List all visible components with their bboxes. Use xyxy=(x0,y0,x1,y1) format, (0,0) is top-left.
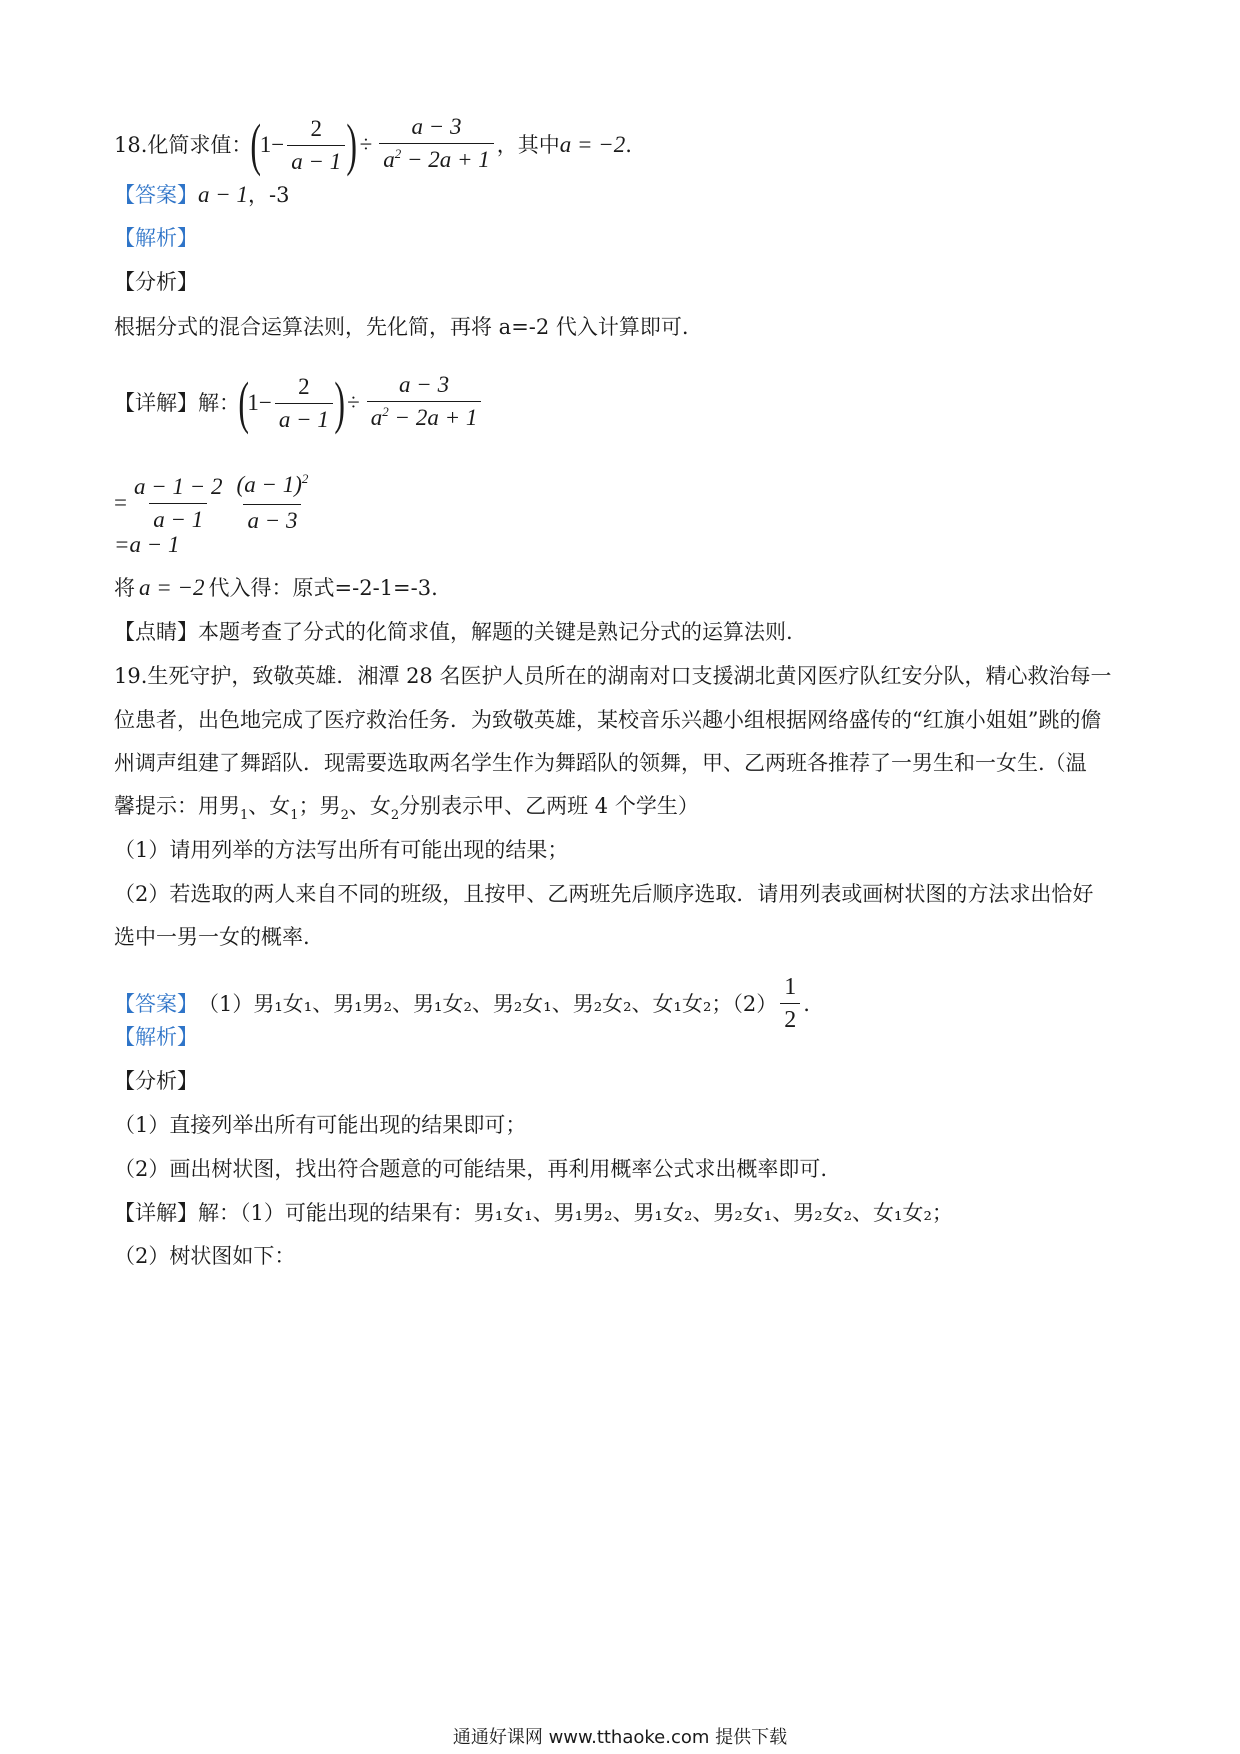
fenxi-19-l2: （2）画出树状图，找出符合题意的可能结果，再利用概率公式求出概率即可. xyxy=(114,1157,828,1181)
q18-condition-math: a = −2 xyxy=(559,132,626,157)
answer-tag: 【答案】 xyxy=(114,991,198,1016)
q19-line3: 州调声组建了舞蹈队．现需要选取两名学生作为舞蹈队的领舞，甲、乙两班各推荐了一男生和一女生.（温 xyxy=(114,751,1087,775)
q19-part2a: （2）若选取的两人来自不同的班级，且按甲、乙两班先后顺序选取．请用列表或画树状图的方法求出恰好 xyxy=(114,882,1094,906)
page-footer: 通通好课网 www.tthaoke.com 提供下载 xyxy=(452,1727,788,1748)
q18-statement: 18.化简求值： ( 1 − $\frac{2}{a - 1}$ ) ÷ $\frac{a - 3}{a^2 - 2a + 1}$ ，其中 a = −2 . xyxy=(114,112,632,177)
q19-line4: 馨提示：用男$_1$、女$_1$；男$_2$、女$_2$分别表示甲、乙两班 4 个学生） xyxy=(114,794,699,823)
xiangjie-18-step2: =a − 1 xyxy=(114,532,180,557)
fenxi-text-18: 根据分式的混合运算法则，先化简，再将 a=-2 代入计算即可. xyxy=(114,315,689,339)
xiangjie-18-substitute: 将 a = −2 代入得：原式=-2-1=-3. xyxy=(114,575,438,600)
fenxi-19-l1: （1）直接列举出所有可能出现的结果即可； xyxy=(114,1113,527,1137)
jiexi-label-19: 【解析】 xyxy=(114,1025,198,1049)
q19-line1: 19.生死守护，致敬英雄．湘潭 28 名医护人员所在的湖南对口支援湖北黄冈医疗队红安分队，精心救治每一 xyxy=(114,664,1112,688)
xiangjie-19-l2: （2）树状图如下： xyxy=(114,1244,296,1268)
q19-line2: 位患者，出色地完成了医疗救治任务．为致敬英雄，某校音乐兴趣小组根据网络盛传的“红旗小姐姐”跳的儋 xyxy=(114,708,1102,732)
xiangjie-18-expression: ( 1 − $\frac{2}{a - 1}$ ) ÷ $\frac{a - 3}{a^2 - 2a + 1}$ xyxy=(240,370,484,436)
answer-18: 【答案】a − 1，-3 xyxy=(114,182,290,207)
xiangjie-18-start: 【详解】解： ( 1 − $\frac{2}{a - 1}$ ) ÷ $\frac{a - 3}{a^2 - 2a + 1}$ xyxy=(114,370,484,436)
xiangjie-19-l1: 【详解】解：（1）可能出现的结果有：男₁女₁、男₁男₂、男₁女₂、男₂女₁、男₂女₂、女₁女₂； xyxy=(114,1201,953,1225)
fenxi-label-18: 【分析】 xyxy=(114,270,198,294)
answer-tag: 【答案】 xyxy=(114,183,198,207)
q18-condition-text: ，其中 xyxy=(496,133,560,157)
answer-19: 【答案】 （1） 男₁女₁、男₁男₂、男₁女₂、男₂女₁、男₂女₂、女₁女₂ ；（2） $\frac{1}{2}$ . xyxy=(114,974,810,1033)
dianjing-18: 【点睛】本题考查了分式的化简求值，解题的关键是熟记分式的运算法则. xyxy=(114,620,793,644)
q19-part1: （1）请用列举的方法写出所有可能出现的结果； xyxy=(114,838,569,862)
q18-prefix: 18.化简求值： xyxy=(114,133,253,157)
q18-expression: ( 1 − $\frac{2}{a - 1}$ ) ÷ $\frac{a - 3}{a^2 - 2a + 1}$ xyxy=(252,112,496,178)
jiexi-label-18: 【解析】 xyxy=(114,226,198,250)
answer-19-results: 男₁女₁、男₁男₂、男₁女₂、男₂女₁、男₂女₂、女₁女₂ xyxy=(253,991,712,1016)
xiangjie-18-step1: = $\frac{a - 1 - 2}{a - 1}$ $\frac{(a - 1)^2}{a - 3}$ xyxy=(114,470,315,536)
q19-part2b: 选中一男一女的概率. xyxy=(114,925,310,949)
fenxi-label-19: 【分析】 xyxy=(114,1069,198,1093)
